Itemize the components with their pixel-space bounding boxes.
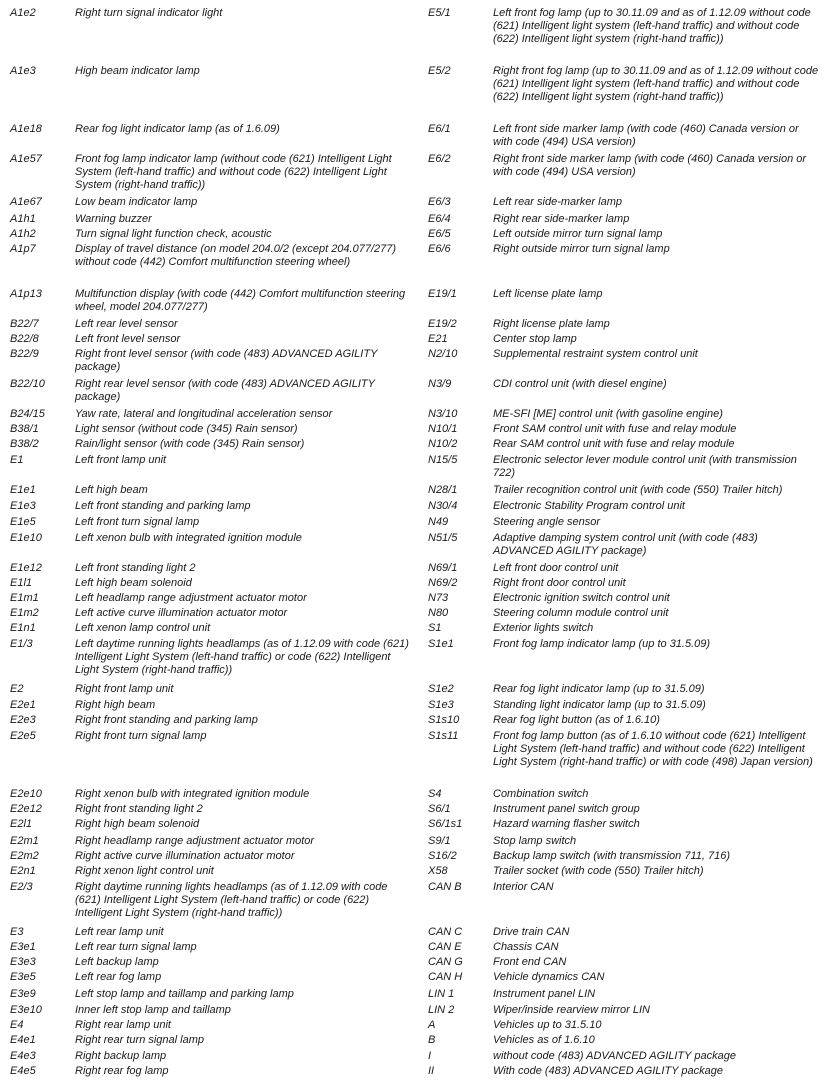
component-code: S16/2: [428, 850, 457, 862]
component-description: Rear fog light button (as of 1.6.10): [493, 714, 660, 726]
component-code: E1l1: [10, 577, 33, 589]
component-description: Right xenon light control unit: [75, 865, 214, 877]
component-description: Steering angle sensor: [493, 516, 601, 528]
component-description: Instrument panel switch group: [493, 803, 640, 815]
component-description: Right license plate lamp: [493, 318, 610, 330]
component-code: B38/1: [10, 423, 39, 435]
component-code: B24/15: [10, 408, 45, 420]
component-code: A1e67: [10, 196, 42, 208]
component-code: E6/1: [428, 123, 451, 135]
component-description: Left license plate lamp: [493, 288, 603, 300]
component-code: A1e3: [10, 65, 36, 77]
component-code: N69/1: [428, 562, 458, 574]
component-code: N30/4: [428, 500, 458, 512]
component-code: S1: [428, 622, 442, 634]
component-description: Right front turn signal lamp: [75, 730, 207, 742]
component-description: Display of travel distance (on model 204.0/2 (except 204.077/277) without code (442) Comfort multifunction steering wheel): [75, 243, 397, 268]
component-code: S1e1: [428, 638, 454, 650]
component-description: Left rear level sensor: [75, 318, 178, 330]
component-description: Left rear turn signal lamp: [75, 941, 197, 953]
component-code: E5/2: [428, 65, 451, 77]
component-code: N10/1: [428, 423, 458, 435]
component-code: A1e18: [10, 123, 42, 135]
component-code: E1m2: [10, 607, 39, 619]
component-code: S1e3: [428, 699, 454, 711]
component-description: Light sensor (without code (345) Rain sensor): [75, 423, 298, 435]
component-description: Right xenon bulb with integrated ignition module: [75, 788, 310, 800]
component-description: Left daytime running lights headlamps (as of 1.12.09 with code (621) Intelligent Light System (left-hand traffic) or code (622) Intelligent Light System (right-hand traffic)): [75, 638, 409, 676]
component-description: Right front side marker lamp (with code (460) Canada version or with code (494) USA version): [493, 153, 807, 178]
component-code: E3e9: [10, 988, 36, 1000]
component-code: E4e5: [10, 1065, 36, 1077]
component-description: Electronic ignition switch control unit: [493, 592, 670, 604]
component-description: Right high beam: [75, 699, 156, 711]
component-code: E4e3: [10, 1050, 36, 1062]
component-description: Left front lamp unit: [75, 454, 167, 466]
component-code: LIN 1: [428, 988, 455, 1000]
component-code: CAN C: [428, 926, 463, 938]
component-description: Vehicles up to 31.5.10: [493, 1019, 602, 1031]
component-description: Warning buzzer: [75, 213, 152, 225]
component-code: S1s10: [428, 714, 460, 726]
component-description: Right outside mirror turn signal lamp: [493, 243, 670, 255]
component-description: Left high beam solenoid: [75, 577, 192, 589]
component-code: A: [428, 1019, 436, 1031]
component-description: Right high beam solenoid: [75, 818, 200, 830]
component-code: E3e1: [10, 941, 36, 953]
component-description: ME-SFI [ME] control unit (with gasoline engine): [493, 408, 723, 420]
component-code: E6/4: [428, 213, 451, 225]
component-code: E19/1: [428, 288, 457, 300]
component-description: Right rear lamp unit: [75, 1019, 171, 1031]
component-code: E1/3: [10, 638, 33, 650]
component-description: Right rear side-marker lamp: [493, 213, 630, 225]
component-description: Left front level sensor: [75, 333, 181, 345]
component-description: Left headlamp range adjustment actuator motor: [75, 592, 307, 604]
component-code: N3/10: [428, 408, 458, 420]
component-code: E1e1: [10, 484, 36, 496]
component-description: Front fog lamp indicator lamp (without code (621) Intelligent Light System (left-hand traffic) and without code (622) Intelligent Light System (right-hand traffic)): [75, 153, 392, 191]
component-description: CDI control unit (with diesel engine): [493, 378, 667, 390]
component-description: Right daytime running lights headlamps (as of 1.12.09 with code (621) Intelligent Light System (left-hand traffic) or code (622) Intelligent Light System (right-hand traffic)): [75, 881, 388, 919]
component-description: Front fog lamp button (as of 1.6.10 without code (621) Intelligent Light System (left-hand traffic) and without code (622) Intelligent Light System (right-hand traffic) or with code (498) Japan version): [493, 730, 813, 768]
component-code: E3e10: [10, 1004, 42, 1016]
component-code: E2: [10, 683, 24, 695]
component-code: B: [428, 1034, 436, 1046]
component-code: A1h2: [10, 228, 36, 240]
component-description: Left front standing light 2: [75, 562, 196, 574]
component-description: Backup lamp switch (with transmission 711, 716): [493, 850, 731, 862]
component-code: X58: [428, 865, 448, 877]
component-description: Rear SAM control unit with fuse and relay module: [493, 438, 735, 450]
component-description: Left front side marker lamp (with code (460) Canada version or with code (494) USA version): [493, 123, 799, 148]
component-code: S9/1: [428, 835, 451, 847]
component-code: E2e5: [10, 730, 36, 742]
component-code: E2/3: [10, 881, 33, 893]
component-description: Rear fog light indicator lamp (as of 1.6.09): [75, 123, 280, 135]
component-description: Electronic selector lever module control unit (with transmission 722): [493, 454, 797, 479]
component-code: E5/1: [428, 7, 451, 19]
component-description: Right rear fog lamp: [75, 1065, 169, 1077]
component-description: Front end CAN: [493, 956, 567, 968]
component-code: N51/5: [428, 532, 458, 544]
component-code: S6/1: [428, 803, 451, 815]
component-description: Rear fog light indicator lamp (up to 31.5.09): [493, 683, 705, 695]
component-description: Right front lamp unit: [75, 683, 174, 695]
component-description: Right headlamp range adjustment actuator motor: [75, 835, 315, 847]
component-description: Right rear turn signal lamp: [75, 1034, 205, 1046]
component-description: Right front standing and parking lamp: [75, 714, 258, 726]
component-code: E1e5: [10, 516, 36, 528]
component-description: Rain/light sensor (with code (345) Rain sensor): [75, 438, 305, 450]
component-description: Left rear lamp unit: [75, 926, 164, 938]
component-code: E1m1: [10, 592, 39, 604]
component-code: E2m1: [10, 835, 39, 847]
component-code: E6/5: [428, 228, 451, 240]
component-description: Left xenon lamp control unit: [75, 622, 211, 634]
component-code: N15/5: [428, 454, 458, 466]
component-description: Front SAM control unit with fuse and relay module: [493, 423, 737, 435]
component-description: without code (483) ADVANCED AGILITY package: [493, 1050, 736, 1062]
component-code: II: [428, 1065, 435, 1077]
component-code: E1e10: [10, 532, 42, 544]
component-code: E3e3: [10, 956, 36, 968]
component-code: E6/6: [428, 243, 451, 255]
component-code: I: [428, 1050, 432, 1062]
component-code: A1e2: [10, 7, 36, 19]
component-code: A1h1: [10, 213, 36, 225]
component-description: Left rear side-marker lamp: [493, 196, 622, 208]
component-code: E1: [10, 454, 24, 466]
component-code: E2e10: [10, 788, 42, 800]
component-code: N2/10: [428, 348, 458, 360]
component-description: Standing light indicator lamp (up to 31.5.09): [493, 699, 706, 711]
component-description: Left xenon bulb with integrated ignition module: [75, 532, 302, 544]
component-description: Trailer socket (with code (550) Trailer hitch): [493, 865, 704, 877]
component-description: Wiper/inside rearview mirror LIN: [493, 1004, 650, 1016]
component-description: Right front door control unit: [493, 577, 626, 589]
component-description: Interior CAN: [493, 881, 554, 893]
component-code: E3: [10, 926, 24, 938]
component-code: B22/8: [10, 333, 39, 345]
component-code: E2e1: [10, 699, 36, 711]
component-code: CAN G: [428, 956, 463, 968]
component-description: Center stop lamp: [493, 333, 577, 345]
component-code: E1n1: [10, 622, 36, 634]
component-description: Left rear fog lamp: [75, 971, 162, 983]
component-code: S1s11: [428, 730, 459, 742]
component-description: Supplemental restraint system control unit: [493, 348, 698, 360]
component-description: Chassis CAN: [493, 941, 559, 953]
component-code: E2e12: [10, 803, 42, 815]
component-code: B38/2: [10, 438, 39, 450]
component-description: Right front standing light 2: [75, 803, 203, 815]
component-code: S6/1s1: [428, 818, 463, 830]
component-code: E6/2: [428, 153, 451, 165]
component-code: E3e5: [10, 971, 36, 983]
component-code: E2n1: [10, 865, 36, 877]
component-code: B22/7: [10, 318, 39, 330]
component-description: Stop lamp switch: [493, 835, 577, 847]
component-code: E6/3: [428, 196, 451, 208]
component-description: Yaw rate, lateral and longitudinal acceleration sensor: [75, 408, 333, 420]
component-description: Vehicles as of 1.6.10: [493, 1034, 595, 1046]
component-code: CAN E: [428, 941, 462, 953]
component-code: B22/9: [10, 348, 39, 360]
component-code: N49: [428, 516, 449, 528]
component-code: N69/2: [428, 577, 458, 589]
component-description: Left front door control unit: [493, 562, 619, 574]
component-description: Combination switch: [493, 788, 589, 800]
component-description: Left front fog lamp (up to 30.11.09 and as of 1.12.09 without code (621) Intelligent light system (left-hand traffic) and without code (622) Intelligent light system (right-hand traffic)): [493, 7, 811, 45]
component-description: Left outside mirror turn signal lamp: [493, 228, 663, 240]
component-description: High beam indicator lamp: [75, 65, 200, 77]
component-code: N3/9: [428, 378, 452, 390]
component-code: E1e12: [10, 562, 42, 574]
component-description: Drive train CAN: [493, 926, 570, 938]
component-code: A1p7: [10, 243, 36, 255]
component-description: Turn signal light function check, acoustic: [75, 228, 272, 240]
component-description: Left stop lamp and taillamp and parking lamp: [75, 988, 294, 1000]
component-description: Multifunction display (with code (442) Comfort multifunction steering wheel, model 204.077/277): [75, 288, 406, 313]
component-code: E4e1: [10, 1034, 36, 1046]
component-code: A1p13: [10, 288, 42, 300]
component-description: Right front fog lamp (up to 30.11.09 and as of 1.12.09 without code (621) Intelligent light system (left-hand traffic) and without code (622) Intelligent light system (right-hand traffic)): [493, 65, 819, 103]
component-code: B22/10: [10, 378, 45, 390]
component-code: N28/1: [428, 484, 458, 496]
component-code: E2m2: [10, 850, 39, 862]
component-description: Electronic Stability Program control unit: [493, 500, 685, 512]
component-code: E2e3: [10, 714, 36, 726]
component-code: S1e2: [428, 683, 454, 695]
component-code: N73: [428, 592, 449, 604]
component-description: Instrument panel LIN: [493, 988, 596, 1000]
component-description: Left front turn signal lamp: [75, 516, 200, 528]
component-code: N10/2: [428, 438, 458, 450]
component-description: Steering column module control unit: [493, 607, 669, 619]
component-description: Vehicle dynamics CAN: [493, 971, 605, 983]
component-description: Right rear level sensor (with code (483) ADVANCED AGILITY package): [75, 378, 375, 403]
component-code: N80: [428, 607, 449, 619]
component-description: With code (483) ADVANCED AGILITY package: [493, 1065, 723, 1077]
component-description: Inner left stop lamp and taillamp: [75, 1004, 231, 1016]
component-description: Right front level sensor (with code (483) ADVANCED AGILITY package): [75, 348, 378, 373]
component-code: S4: [428, 788, 442, 800]
component-description: Right backup lamp: [75, 1050, 167, 1062]
component-description: Hazard warning flasher switch: [493, 818, 640, 830]
component-description: Adaptive damping system control unit (with code (483) ADVANCED AGILITY package): [493, 532, 758, 557]
component-description: Left high beam: [75, 484, 148, 496]
component-description: Front fog lamp indicator lamp (up to 31.5.09): [493, 638, 711, 650]
component-description: Left active curve illumination actuator motor: [75, 607, 288, 619]
component-description: Low beam indicator lamp: [75, 196, 198, 208]
component-description: Trailer recognition control unit (with code (550) Trailer hitch): [493, 484, 783, 496]
component-code: E2l1: [10, 818, 33, 830]
component-code: A1e57: [10, 153, 42, 165]
component-code: E21: [428, 333, 448, 345]
component-description: Exterior lights switch: [493, 622, 594, 634]
component-description: Right turn signal indicator light: [75, 7, 223, 19]
component-description: Left backup lamp: [75, 956, 159, 968]
component-code: E4: [10, 1019, 24, 1031]
component-code: E19/2: [428, 318, 457, 330]
component-code: LIN 2: [428, 1004, 455, 1016]
component-description: Right active curve illumination actuator motor: [75, 850, 295, 862]
component-code: CAN H: [428, 971, 463, 983]
component-code: E1e3: [10, 500, 36, 512]
component-code: CAN B: [428, 881, 462, 893]
component-description: Left front standing and parking lamp: [75, 500, 251, 512]
